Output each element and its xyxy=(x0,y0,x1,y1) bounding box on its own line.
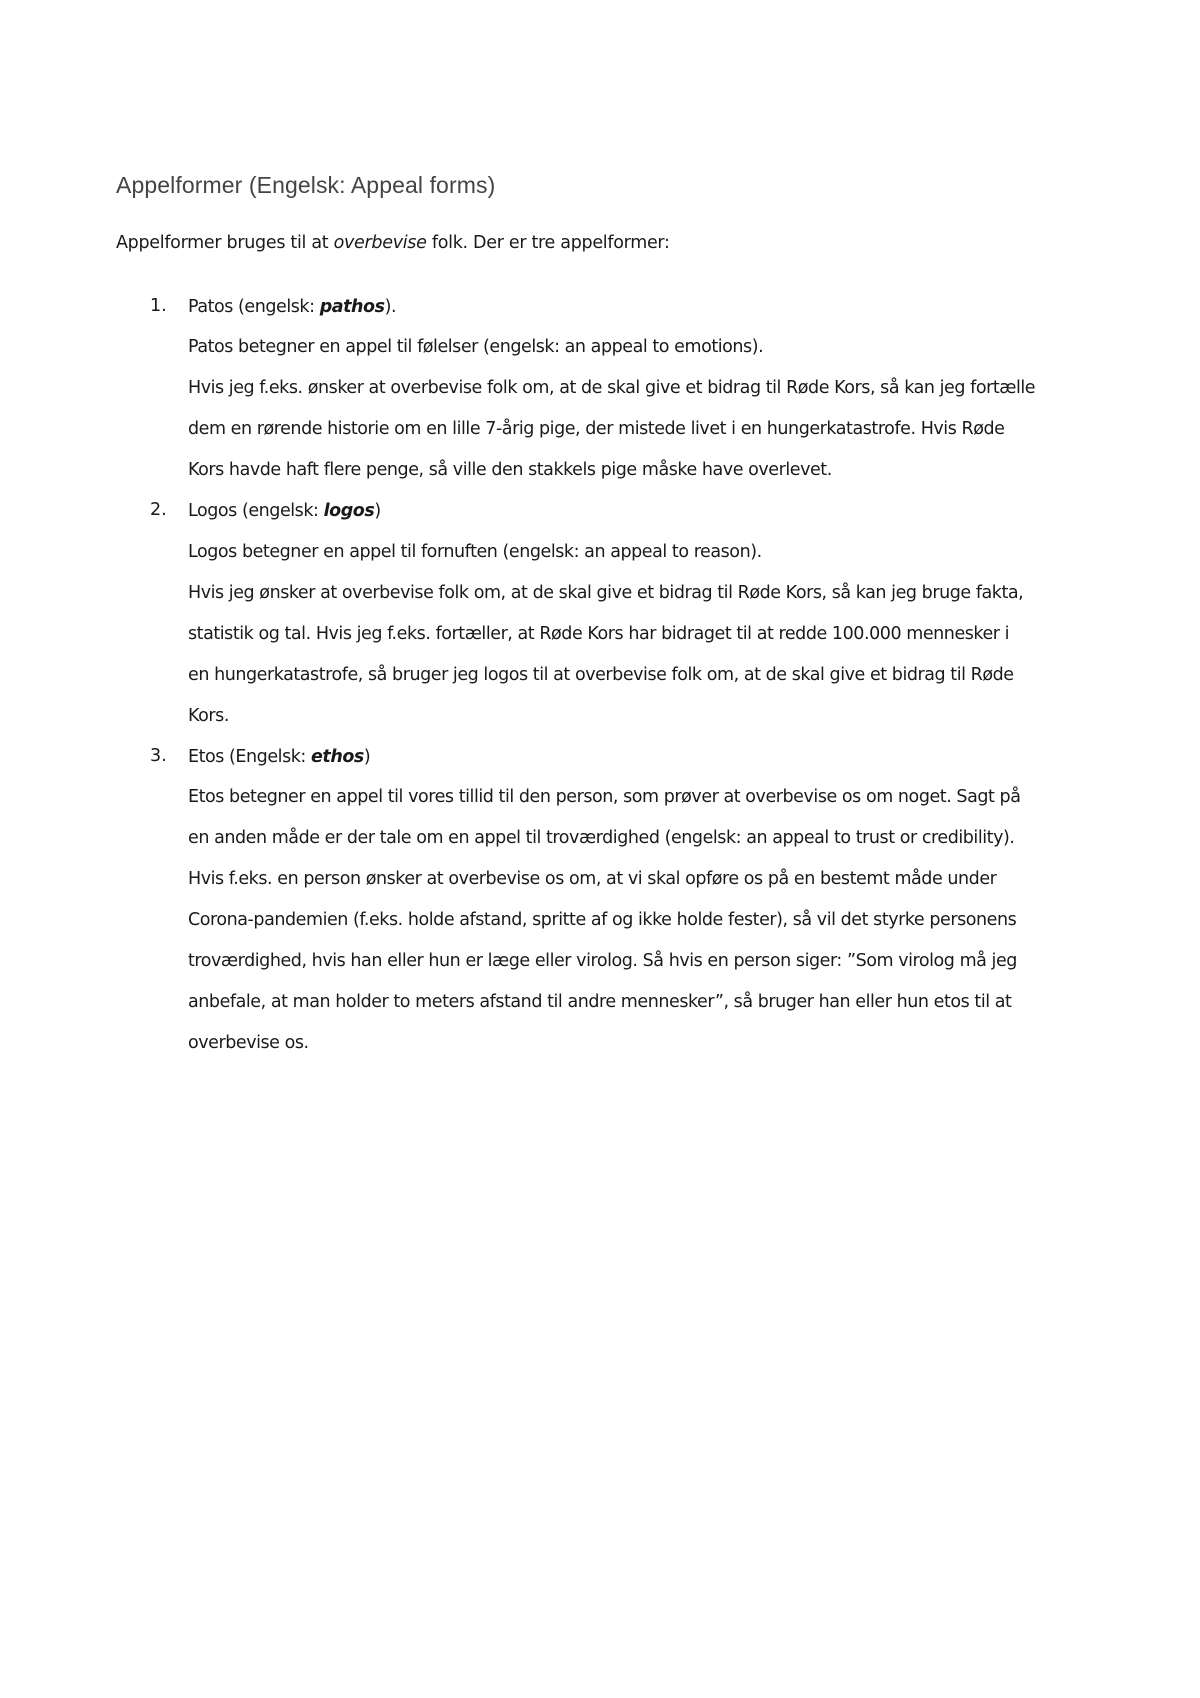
heading-emphasis: pathos xyxy=(319,297,385,317)
item-heading xyxy=(188,746,370,768)
list-number: 1. xyxy=(150,296,167,316)
heading-emphasis: ethos xyxy=(310,747,364,767)
heading-text: Logos (engelsk: xyxy=(188,501,324,521)
item-line: Kors havde haft flere penge, så ville den stakkels pige måske have overlevet. xyxy=(188,460,832,480)
item-line: en hungerkatastrofe, så bruger jeg logos til at overbevise folk om, at de skal give et bidrag til Røde xyxy=(188,665,1014,685)
intro-text-after: folk. Der er tre appelformer: xyxy=(426,233,670,253)
item-line: statistik og tal. Hvis jeg f.eks. fortæller, at Røde Kors har bidraget til at redde 100.000 mennesker i xyxy=(188,624,1010,644)
heading-text-after: ). xyxy=(384,297,397,317)
heading-text: Etos (Engelsk: xyxy=(188,747,311,767)
item-line: Logos betegner en appel til fornuften (engelsk: an appeal to reason). xyxy=(188,542,762,562)
document-title: Appelformer (Engelsk: Appeal forms) xyxy=(116,172,496,198)
heading-text-after: ) xyxy=(363,747,371,767)
list-number: 2. xyxy=(150,500,167,520)
intro-paragraph xyxy=(116,233,670,253)
item-heading xyxy=(188,296,396,318)
item-heading xyxy=(188,500,381,522)
item-line: dem en rørende historie om en lille 7-årig pige, der mistede livet i en hungerkatastrofe. Hvis Røde xyxy=(188,419,1005,439)
intro-text-before: Appelformer bruges til at xyxy=(116,233,334,253)
item-line: overbevise os. xyxy=(188,1033,309,1053)
item-line: troværdighed, hvis han eller hun er læge eller virolog. Så hvis en person siger: ”Som virolog må jeg xyxy=(188,951,1017,971)
item-line: Hvis f.eks. en person ønsker at overbevise os om, at vi skal opføre os på en bestemt måde under xyxy=(188,869,997,889)
item-line: Patos betegner en appel til følelser (engelsk: an appeal to emotions). xyxy=(188,337,764,357)
item-line: Etos betegner en appel til vores tillid til den person, som prøver at overbevise os om noget. Sagt på xyxy=(188,787,1021,807)
list-number: 3. xyxy=(150,746,167,766)
intro-emphasis: overbevise xyxy=(333,233,427,253)
item-line: Hvis jeg ønsker at overbevise folk om, at de skal give et bidrag til Røde Kors, så kan jeg bruge fakta, xyxy=(188,583,1024,603)
item-line: Hvis jeg f.eks. ønsker at overbevise folk om, at de skal give et bidrag til Røde Kors, så kan jeg fortælle xyxy=(188,378,1036,398)
heading-text-after: ) xyxy=(374,501,381,521)
item-line: Corona-pandemien (f.eks. holde afstand, spritte af og ikke holde fester), så vil det styrke personens xyxy=(188,910,1017,930)
heading-emphasis: logos xyxy=(323,501,375,521)
item-line: Kors. xyxy=(188,706,229,726)
item-line: anbefale, at man holder to meters afstand til andre mennesker”, så bruger han eller hun etos til at xyxy=(188,992,1012,1012)
item-line: en anden måde er der tale om en appel til troværdighed (engelsk: an appeal to trust or credibility). xyxy=(188,828,1015,848)
heading-text: Patos (engelsk: xyxy=(188,297,320,317)
